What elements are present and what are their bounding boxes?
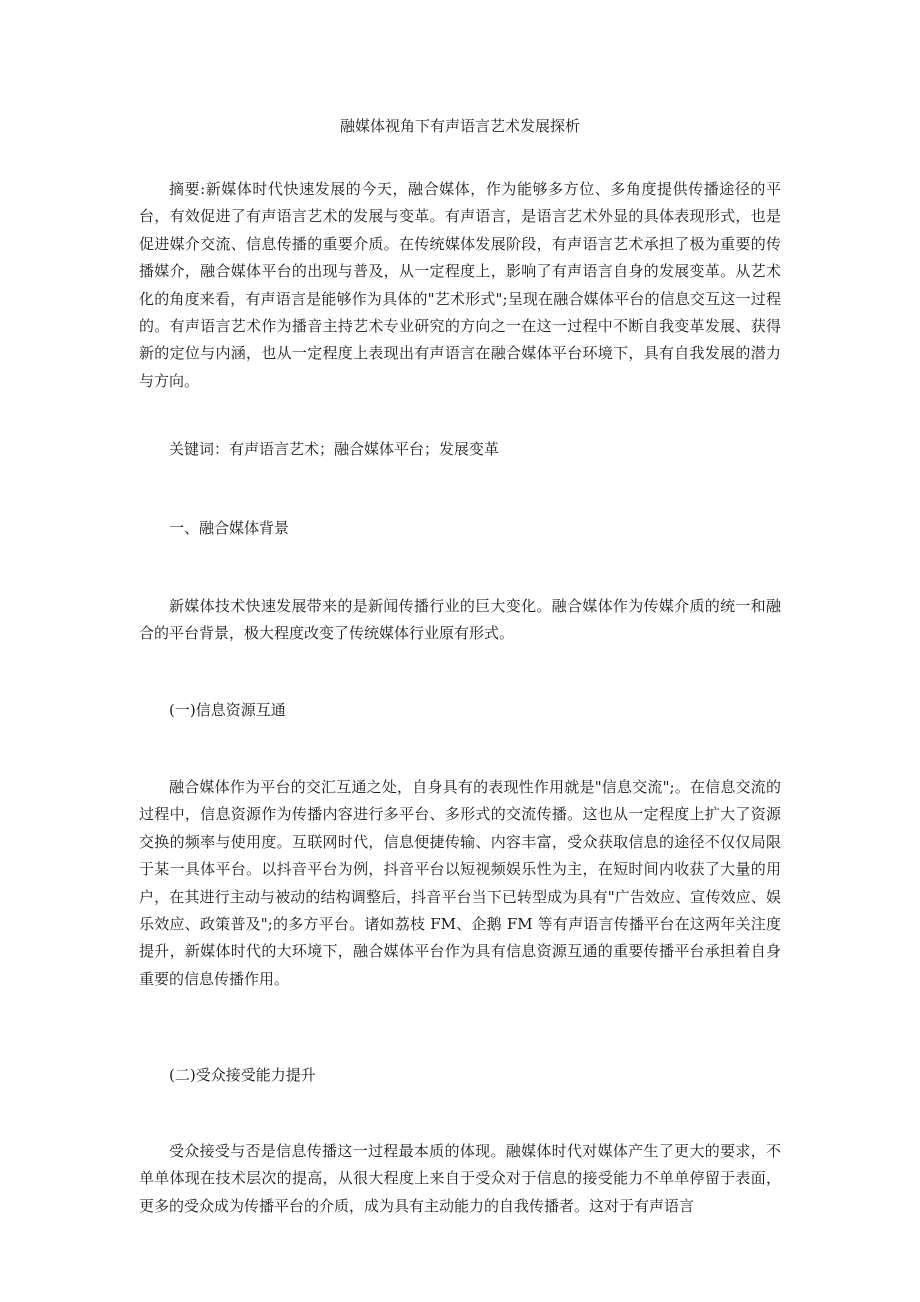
abstract-paragraph: 摘要:新媒体时代快速发展的今天，融合媒体，作为能够多方位、多角度提供传播途径的平台，有效促进了有声语言艺术的发展与变革。有声语言，是语言艺术外显的具体表现形式，也是促进媒介交流、信息传播的重要介质。在传统媒体发展阶段，有声语言艺术承担了极为重要的传播媒介，融合媒体平台的出现与普及，从一定程度上，影响了有声语言自身的发展变革。从艺术化的角度来看，有声语言是能够作为具体的"艺术形式";呈现在融合媒体平台的信息交互这一过程的。有声语言艺术作为播音主持艺术专业研究的方向之一在这一过程中不断自我变革发展、获得新的定位与内涵，也从一定程度上表现出有声语言在融合媒体平台环境下，具有自我发展的潜力与方向。 — [139, 180, 781, 390]
subsection-heading-resource-sharing: (一)信息资源互通 — [169, 701, 286, 719]
subsection-heading-audience-ability: (二)受众接受能力提升 — [169, 1066, 316, 1084]
keywords-line: 关键词：有声语言艺术；融合媒体平台；发展变革 — [169, 440, 500, 458]
subsection-audience-ability-paragraph: 受众接受与否是信息传播这一过程最本质的体现。融媒体时代对媒体产生了更大的要求，不单单体现在技术层次的提高，从很大程度上来自于受众对于信息的接受能力不单单停留于表面，更多的受众成为传播平台的介质，成为具有主动能力的自我传播者。这对于有声语言 — [139, 1142, 781, 1215]
section-heading-background: 一、融合媒体背景 — [169, 519, 290, 537]
section-background-paragraph: 新媒体技术快速发展带来的是新闻传播行业的巨大变化。融合媒体作为传媒介质的统一和融合的平台背景，极大程度改变了传统媒体行业原有形式。 — [139, 597, 781, 643]
subsection-resource-sharing-paragraph: 融合媒体作为平台的交汇互通之处，自身具有的表现性作用就是"信息交流";。在信息交流的过程中，信息资源作为传播内容进行多平台、多形式的交流传播。这也从一定程度上扩大了资源交换的频率与使用度。互联网时代，信息便捷传输、内容丰富，受众获取信息的途径不仅仅局限于某一具体平台。以抖音平台为例，抖音平台以短视频娱乐性为主，在短时间内收获了大量的用户，在其进行主动与被动的结构调整后，抖音平台当下已转型成为具有"广告效应、宣传效应、娱乐效应、政策普及";的多方平台。诸如荔枝 FM、企鹅 FM 等有声语言传播平台在这两年关注度提升，新媒体时代的大环境下，融合媒体平台作为具有信息资源互通的重要传播平台承担着自身重要的信息传播作用。 — [139, 778, 781, 988]
document-title: 融媒体视角下有声语言艺术发展探析 — [339, 117, 580, 135]
